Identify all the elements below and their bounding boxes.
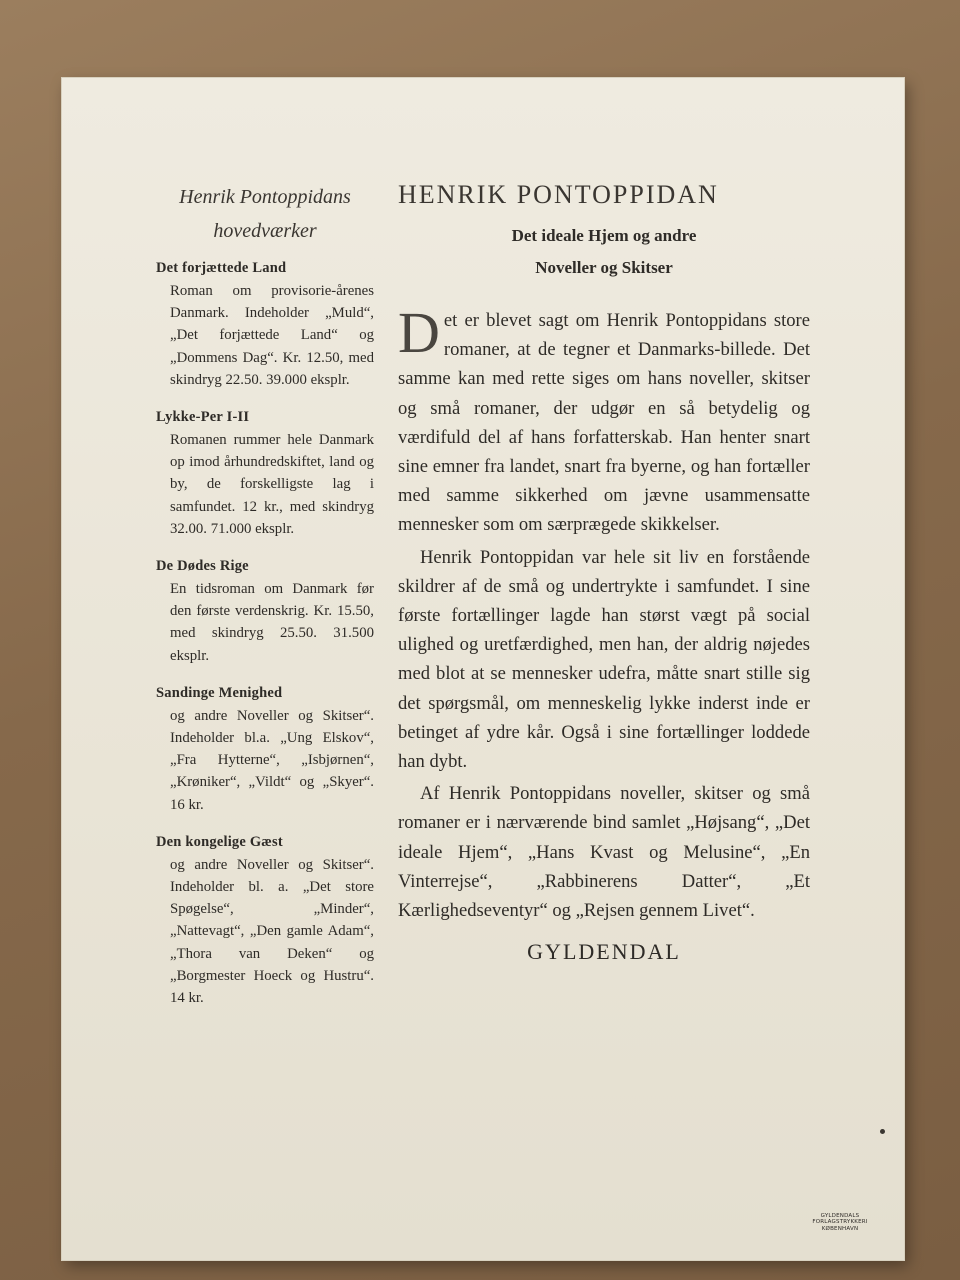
work-entry (156, 409, 374, 540)
printer-stamp (812, 1213, 868, 1233)
work-title: De Dødes Rige (156, 558, 249, 575)
work-description: og andre Noveller og Skitser“. Indeholder bl.a. „Ung Elskov“, „Fra Hytterne“, „Isbjørnen“, „Krøniker“, „Vildt“ og „Skyer“. 16 kr. (170, 707, 374, 813)
blurb-paragraph-2: Henrik Pontoppidan var hele sit liv en forstående skildrer af de små og undertrykte i samfundet. I sine første fortællinger lagde han størst vægt på social ulighed og uretfærdighed, men han, der aldrig nøjedes med blot at se mennesker udefra, måtte snart stille sig det spørgsmål, om menneskelig lykke inderst inde er betinget af ydre kår. Også i sine fortællinger loddede han dybt. (398, 546, 810, 773)
author-name: HENRIK PONTOPPIDAN (398, 180, 719, 209)
work-title: Den kongelige Gæst (156, 833, 283, 850)
work-title: Lykke-Per I-II (156, 409, 250, 426)
work-entry (156, 834, 374, 1009)
work-title: Det forjættede Land (156, 260, 287, 276)
blurb-paragraph-1 (398, 300, 810, 540)
work-title: Sandinge Menighed (156, 684, 283, 701)
printer-stamp-line2: FORLAGSTRYKKERI (812, 1219, 868, 1225)
work-entry (156, 558, 374, 667)
work-description: Roman om provisorie-årenes Danmark. Indeholder „Muld“, „Det forjættede Land“ og „Dommens Dag“. Kr. 12.50, med skindryg 22.50. 39.000 eksplr. (170, 283, 374, 388)
work-entry (156, 685, 374, 816)
work-description: Romanen rummer hele Danmark op imod århundredskiftet, land og by, de forskelligste lag i samfundet. 12 kr., med skindryg 32.00. 71.000 eksplr. (170, 432, 374, 537)
printer-stamp-line3: KØBENHAVN (821, 1225, 859, 1232)
work-description: og andre Noveller og Skitser“. Indeholder bl. a. „Det store Spøgelse“, „Minder“, „Nattevagt“, „Den gamle Adam“, „Thora van Deken“ og „Borgmester Hoeck og Hustru“. 14 kr. (170, 856, 374, 1007)
ink-dot (880, 1129, 885, 1134)
blurb-column (398, 180, 810, 965)
work-description: En tidsroman om Danmark før den første verdenskrig. Kr. 15.50, med skindryg 25.50. 31.500 eksplr. (170, 581, 374, 664)
work-entry (156, 260, 374, 391)
works-list-column (156, 180, 374, 1027)
printer-stamp-line1: GYLDENDALS (820, 1212, 860, 1219)
blurb-paragraph-3: Af Henrik Pontoppidans noveller, skitser og små romaner er i nærværende bind samlet „Højsang“, „Det ideale Hjem“, „Hans Kvast og Melusine“, „En Vinterrejse“, „Rabbinerens Datter“, „Et Kærlighedseventyr“ og „Rejsen gennem Livet“. (398, 783, 810, 922)
publisher-name: GYLDENDAL (527, 939, 681, 965)
series-title-line1: Henrik Pontoppidans (179, 186, 351, 208)
book-title (398, 220, 810, 284)
blurb-paragraph-1-text: et er blevet sagt om Henrik Pontoppidans store romaner, at de tegner et Danmarks-billede. Det samme kan med rette siges om hans noveller, skitser og små romaner, der udgør en så betydelig og værdifuld del af hans forfatterskab. Han henter snart sine emner fra landet, snart fra byerne, og han fortæller med samme sikkerhed om jævne usammensatte mennesker som om særprægede skikkelser. (398, 310, 810, 536)
book-back-cover (62, 78, 904, 1260)
series-title (156, 180, 374, 248)
series-title-line2: hovedværker (213, 220, 317, 242)
book-title-line2: Noveller og Skitser (535, 258, 673, 277)
book-title-line1: Det ideale Hjem og andre (511, 226, 697, 245)
drop-cap: D (398, 300, 440, 365)
